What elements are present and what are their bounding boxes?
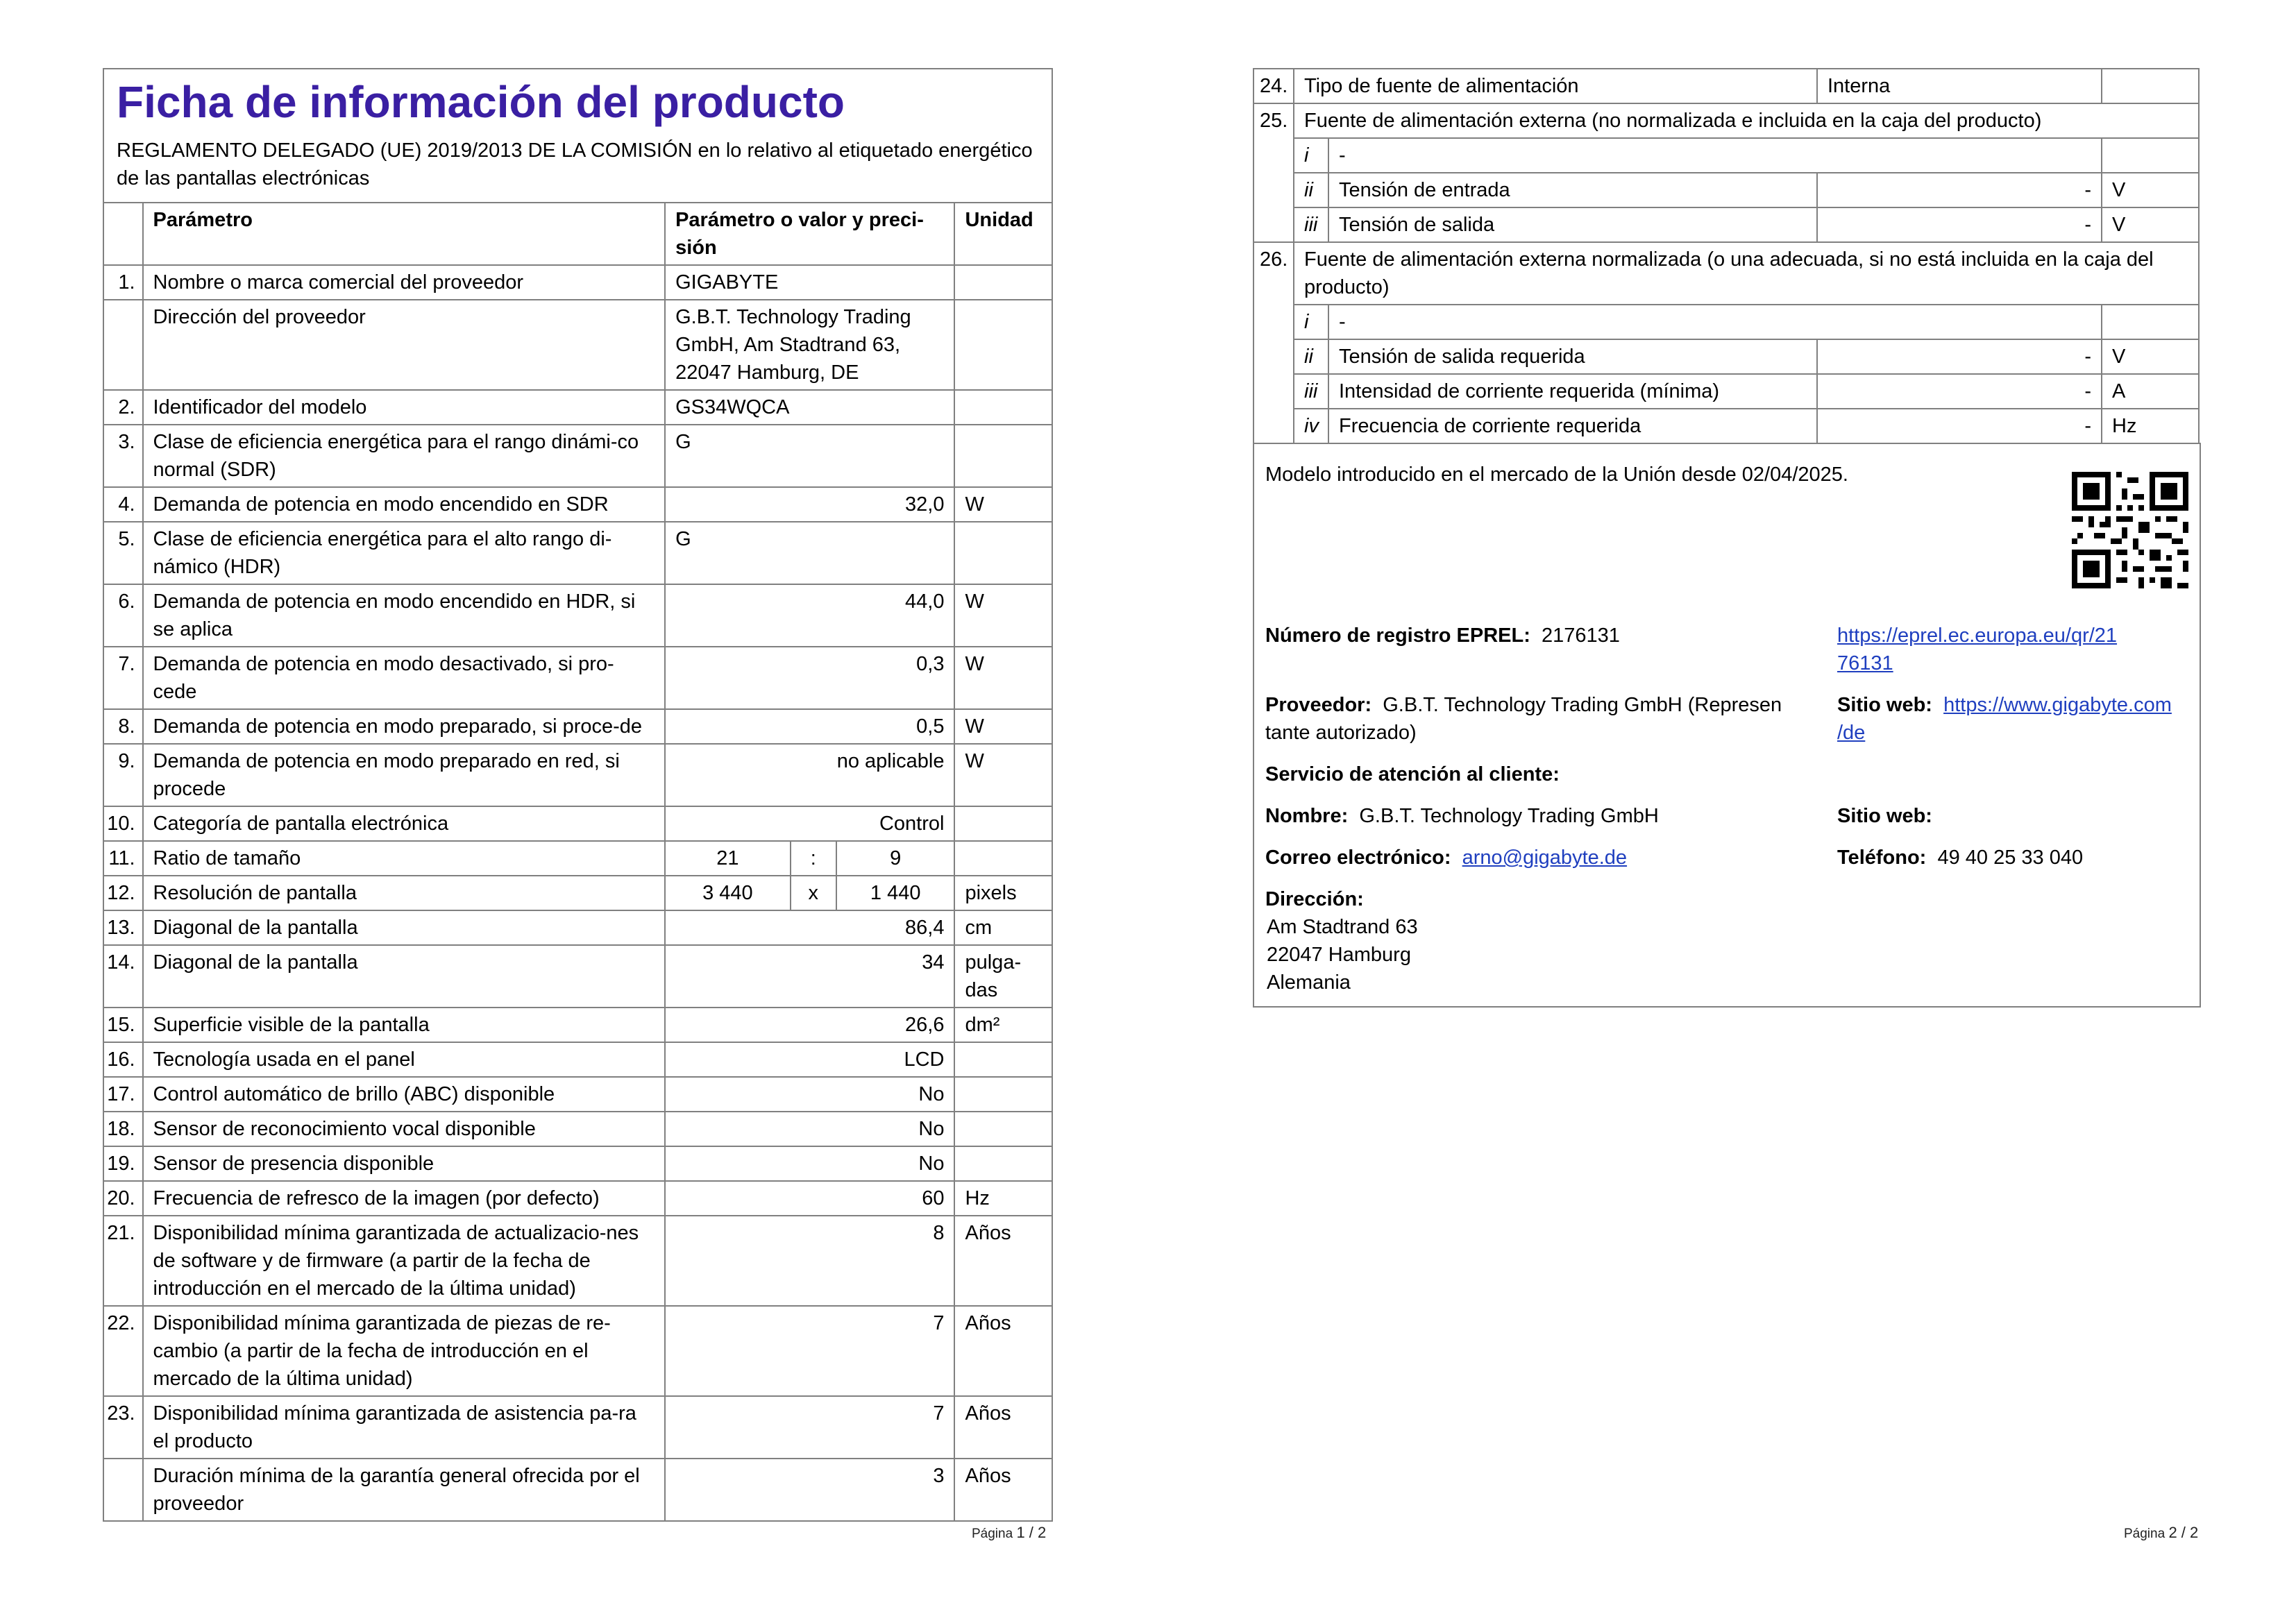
table-row: Duración mínima de la garantía general ofrecida por el proveedor 3 Años [104,1459,1052,1520]
product-info-sheet [103,68,1053,1522]
qr-code-icon[interactable] [2072,472,2188,588]
service-website: Sitio web: [1837,805,1932,827]
table-row: 11. Ratio de tamaño 21 : 9 [104,841,1052,876]
page-title: Ficha de información del producto [117,77,845,127]
eprel-registration: Número de registro EPREL: 2176131 [1265,624,1620,647]
table-row: iv Frecuencia de corriente requerida - Hz [1253,409,2199,443]
table-row: 10. Categoría de pantalla electrónica Control [104,806,1052,841]
table-header-row [104,203,1052,265]
table-row: 17. Control automático de brillo (ABC) disponible No [104,1077,1052,1112]
table-row: 26. Fuente de alimentación externa normalizada (o una adecuada, si no está incluida en la caja del producto) [1253,242,2199,305]
table-row: 2. Identificador del modelo GS34WQCA [104,390,1052,425]
provider-info: Proveedor: G.B.T. Technology Trading GmbH (Represen tante autorizado) [1265,694,1782,744]
page-footer: Página 2 / 2 [2124,1524,2199,1541]
table-row: 14. Diagonal de la pantalla 34 pulga-das [104,945,1052,1008]
table-row: iii Tensión de salida - V [1253,207,2199,242]
service-address: Dirección: Am Stadtrand 63 22047 Hamburg Alemania [1265,888,1418,994]
table-row: 3. Clase de eficiencia energética para el rango dinámi-co normal (SDR) G [104,425,1052,487]
table-row: iii Intensidad de corriente requerida (mínima) - A [1253,374,2199,409]
service-name: Nombre: G.B.T. Technology Trading GmbH [1265,805,1659,827]
table-row: 1. Nombre o marca comercial del proveedor GIGABYTE [104,265,1052,300]
table-row: 24. Tipo de fuente de alimentación Interna [1253,69,2199,103]
table-row: ii Tensión de salida requerida - V [1253,339,2199,374]
eprel-link[interactable]: https://eprel.ec.europa.eu/qr/21 76131 [1837,624,2118,674]
table-row: 25. Fuente de alimentación externa (no normalizada e incluida en la caja del producto) [1253,103,2199,138]
provider-website: Sitio web: https://www.gigabyte.com /de [1837,694,2172,744]
table-row: 23. Disponibilidad mínima garantizada de asistencia pa-ra el producto 7 Años [104,1396,1052,1459]
spec-table [104,202,1052,1520]
table-row: 22. Disponibilidad mínima garantizada de piezas de re-cambio (a partir de la fecha de introducción en el mercado de la última unidad) 7 Años [104,1306,1052,1396]
power-supply-table [1253,68,2200,444]
table-row: 19. Sensor de presencia disponible No [104,1146,1052,1181]
table-row: 21. Disponibilidad mínima garantizada de actualizacio-nes de software y de firmware (a partir de la fecha de introducción en el mercado de la última unidad) 8 Años [104,1216,1052,1306]
table-row: Dirección del proveedor G.B.T. Technology Trading GmbH, Am Stadtrand 63, 22047 Hamburg, DE [104,300,1052,390]
table-row: 5. Clase de eficiencia energética para el alto rango di-námico (HDR) G [104,522,1052,584]
table-row: 15. Superficie visible de la pantalla 26,6 dm² [104,1008,1052,1042]
table-row: ii Tensión de entrada - V [1253,173,2199,207]
table-row: 13. Diagonal de la pantalla 86,4 cm [104,910,1052,945]
table-row: 7. Demanda de potencia en modo desactivado, si pro-cede 0,3 W [104,647,1052,709]
regulation-subtitle: REGLAMENTO DELEGADO (UE) 2019/2013 DE LA COMISIÓN en lo relativo al etiquetado energético de las pantallas electrónicas [117,139,1033,190]
table-row: 6. Demanda de potencia en modo encendido en HDR, si se aplica 44,0 W [104,584,1052,647]
table-row: 12. Resolución de pantalla 3 440 x 1 440 pixels [104,876,1052,910]
page-footer: Página 1 / 2 [972,1524,1047,1541]
table-row: 16. Tecnología usada en el panel LCD [104,1042,1052,1077]
header-param: Parámetro [143,203,666,265]
table-row: 8. Demanda de potencia en modo preparado, si proce-de 0,5 W [104,709,1052,744]
table-row: i - [1253,305,2199,339]
eprel-info-box [1253,443,2201,1008]
table-row: 20. Frecuencia de refresco de la imagen (por defecto) 60 Hz [104,1181,1052,1216]
page-2 [1148,0,2296,1623]
table-row: i - [1253,138,2199,173]
header-unit: Unidad [954,203,1052,265]
market-intro-text: Modelo introducido en el mercado de la Unión desde 02/04/2025. [1265,464,1848,486]
customer-service-heading: Servicio de atención al cliente: [1265,763,1560,785]
table-row: 18. Sensor de reconocimiento vocal disponible No [104,1112,1052,1146]
header-value: Parámetro o valor y preci-sión [665,203,954,265]
table-row: 4. Demanda de potencia en modo encendido en SDR 32,0 W [104,487,1052,522]
service-email: Correo electrónico: arno@gigabyte.de [1265,847,1628,869]
service-phone: Teléfono: 49 40 25 33 040 [1837,847,2084,869]
eprel-number: 2176131 [1542,624,1620,647]
table-row: 9. Demanda de potencia en modo preparado en red, si procede no aplicable W [104,744,1052,806]
email-link[interactable]: arno@gigabyte.de [1462,847,1628,869]
